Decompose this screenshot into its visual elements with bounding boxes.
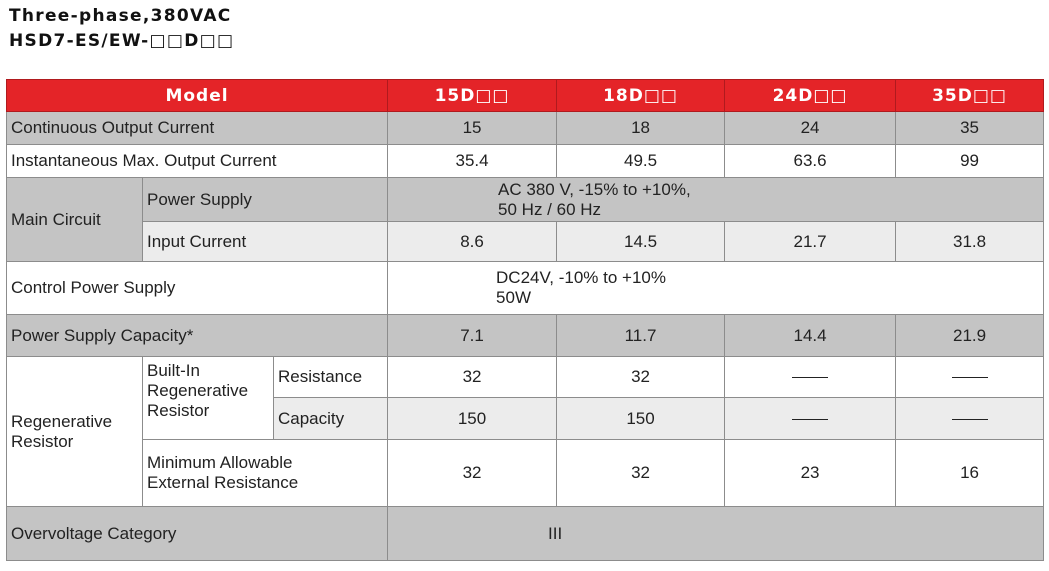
row-label: Input Current (143, 222, 388, 262)
col-header-18d: 18D□□ (557, 80, 725, 112)
value-cell: 14.4 (725, 315, 896, 357)
spec-table (6, 79, 1044, 561)
builtin-line1: Built-In (147, 361, 200, 380)
page-title: Three-phase,380VAC (9, 6, 232, 26)
value-cell: 11.7 (557, 315, 725, 357)
value-cell: 49.5 (557, 145, 725, 178)
control-power-value (388, 262, 1044, 315)
builtin-resistor-label (143, 357, 274, 440)
regen-resistor-label (7, 357, 143, 507)
power-supply-line2: 50 Hz / 60 Hz (498, 199, 602, 219)
value-cell: 8.6 (388, 222, 557, 262)
col-header-24d: 24D□□ (725, 80, 896, 112)
value-cell: 16 (896, 440, 1044, 507)
row-label: Overvoltage Category (7, 507, 388, 561)
value-cell: 23 (725, 440, 896, 507)
row-overvoltage (7, 507, 1044, 561)
value-cell: 35 (896, 112, 1044, 145)
value-cell: 32 (557, 440, 725, 507)
value-cell: 150 (557, 398, 725, 440)
value-cell: 31.8 (896, 222, 1044, 262)
overvoltage-value: III (388, 507, 1044, 561)
value-cell: 21.9 (896, 315, 1044, 357)
empty-dash-cell (725, 357, 896, 398)
value-cell: 99 (896, 145, 1044, 178)
col-header-35d: 35D□□ (896, 80, 1044, 112)
value-cell: 63.6 (725, 145, 896, 178)
row-label: Capacity (274, 398, 388, 440)
empty-dash-cell (896, 357, 1044, 398)
row-label: Control Power Supply (7, 262, 388, 315)
control-power-line2: 50W (496, 288, 531, 307)
row-label: Continuous Output Current (7, 112, 388, 145)
builtin-line3: Resistor (147, 401, 210, 420)
model-series-title: HSD7-ES/EW-□□D□□ (9, 31, 235, 51)
row-label: Instantaneous Max. Output Current (7, 145, 388, 178)
row-power-supply (7, 178, 1044, 222)
min-allow-line2: External Resistance (147, 473, 299, 492)
row-control-power (7, 262, 1044, 315)
col-header-15d: 15D□□ (388, 80, 557, 112)
main-circuit-label: Main Circuit (7, 178, 143, 262)
value-cell: 21.7 (725, 222, 896, 262)
regen-label-line1: Regenerative (11, 411, 113, 431)
row-capacity (7, 315, 1044, 357)
row-label: Power Supply (143, 178, 388, 222)
value-cell: 32 (388, 357, 557, 398)
builtin-line2: Regenerative (147, 381, 249, 400)
value-cell: 18 (557, 112, 725, 145)
control-power-line1: DC24V, -10% to +10% (496, 268, 666, 287)
min-allow-line1: Minimum Allowable (147, 453, 293, 472)
value-cell: 7.1 (388, 315, 557, 357)
dash-icon (792, 377, 828, 378)
value-cell: 32 (557, 357, 725, 398)
power-supply-line1: AC 380 V, -15% to +10%, (498, 179, 691, 199)
row-min-allowable (7, 440, 1044, 507)
row-input-current (7, 222, 1044, 262)
model-header: Model (7, 80, 388, 112)
row-regen-resistance (7, 357, 1044, 398)
empty-dash-cell (725, 398, 896, 440)
dash-icon (952, 377, 988, 378)
row-label: Resistance (274, 357, 388, 398)
value-cell: 35.4 (388, 145, 557, 178)
value-cell: 15 (388, 112, 557, 145)
value-cell: 24 (725, 112, 896, 145)
power-supply-value (388, 178, 1044, 222)
dash-icon (792, 419, 828, 420)
row-label: Power Supply Capacity* (7, 315, 388, 357)
empty-dash-cell (896, 398, 1044, 440)
row-continuous-output (7, 112, 1044, 145)
dash-icon (952, 419, 988, 420)
value-cell: 150 (388, 398, 557, 440)
row-instant-max (7, 145, 1044, 178)
header-row (7, 80, 1044, 112)
min-allowable-label (143, 440, 388, 507)
regen-label-line2: Resistor (11, 431, 74, 451)
value-cell: 32 (388, 440, 557, 507)
value-cell: 14.5 (557, 222, 725, 262)
